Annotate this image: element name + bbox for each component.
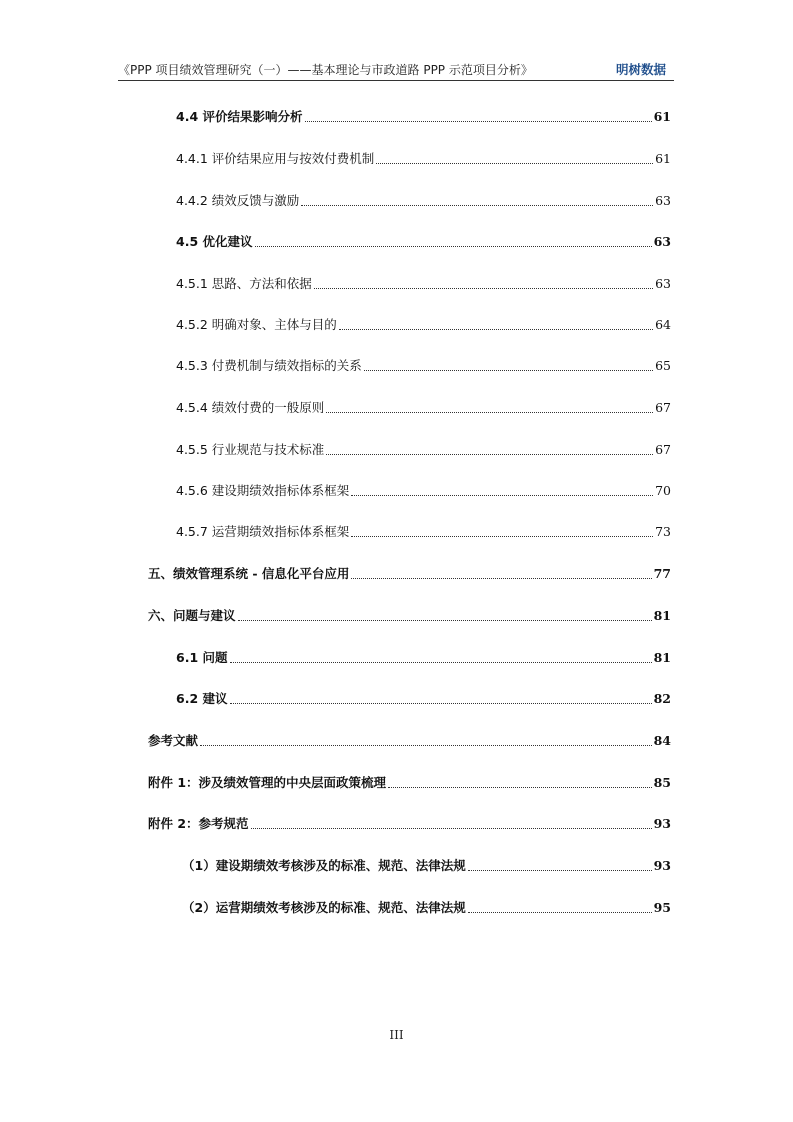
toc-entry-4-4-2[interactable]: [176, 192, 671, 210]
toc-entry-4-4-1[interactable]: [176, 150, 671, 168]
toc-dot-leader: [326, 411, 653, 413]
toc-dot-leader: [301, 204, 653, 206]
toc-entry-label: 六、问题与建议: [148, 608, 236, 623]
toc-dot-leader: [468, 911, 652, 913]
toc-entry-label: 4.4 评价结果影响分析: [176, 109, 303, 124]
toc-page-number: 81: [653, 650, 671, 665]
toc-dot-leader: [351, 577, 651, 579]
toc-entry-label: 4.5.2 明确对象、主体与目的: [176, 317, 337, 332]
toc-dot-leader: [388, 786, 652, 788]
toc-dot-leader: [200, 744, 652, 746]
toc-page-number: 81: [653, 608, 671, 623]
toc-entry-label: 4.4.2 绩效反馈与激励: [176, 193, 300, 208]
toc-entry-appendix-2-2[interactable]: [182, 899, 671, 917]
toc-entry-label: 参考文献: [148, 733, 199, 748]
toc-entry-appendix-2-1[interactable]: [182, 857, 671, 875]
toc-entry-label: 4.5.5 行业规范与技术标准: [176, 442, 325, 457]
toc-dot-leader: [238, 619, 652, 621]
toc-dot-leader: [364, 369, 653, 371]
toc-dot-leader: [251, 827, 652, 829]
toc-entry-6-1[interactable]: [176, 649, 671, 667]
toc-entry-4-5-6[interactable]: [176, 482, 671, 500]
toc-entry-label: 4.5.3 付费机制与绩效指标的关系: [176, 358, 362, 373]
toc-entry-label: 4.4.1 评价结果应用与按效付费机制: [176, 151, 375, 166]
toc-entry-4-5-4[interactable]: [176, 399, 671, 417]
toc-entry-4-5-2[interactable]: [176, 316, 671, 334]
toc-entry-4-5-7[interactable]: [176, 523, 671, 541]
toc-entry-label: 4.5.4 绩效付费的一般原则: [176, 400, 325, 415]
toc-dot-leader: [326, 453, 653, 455]
toc-page-number: 63: [655, 193, 671, 208]
toc-page-number: 64: [655, 317, 671, 332]
toc-entry-chapter-5[interactable]: [148, 565, 671, 583]
toc-entry-label: （1）建设期绩效考核涉及的标准、规范、法律法规: [182, 858, 466, 873]
toc-entry-4-4[interactable]: [176, 108, 671, 126]
toc-page-number: 70: [655, 483, 671, 498]
toc-entry-label: （2）运营期绩效考核涉及的标准、规范、法律法规: [182, 900, 466, 915]
toc-page-number: 67: [655, 400, 671, 415]
toc-page-number: 82: [653, 691, 671, 706]
toc-entry-label: 4.5.1 思路、方法和依据: [176, 276, 312, 291]
toc-page-number: 65: [655, 358, 671, 373]
toc-dot-leader: [339, 328, 653, 330]
toc-entry-4-5[interactable]: [176, 233, 671, 251]
toc-dot-leader: [230, 661, 652, 663]
toc-entry-label: 附件 2：参考规范: [148, 816, 249, 831]
toc-page-number: 93: [653, 816, 671, 831]
toc-dot-leader: [351, 535, 653, 537]
toc-entry-chapter-6[interactable]: [148, 607, 671, 625]
brand-name: 明树数据: [615, 62, 666, 77]
toc-entry-label: 6.1 问题: [176, 650, 228, 665]
toc-dot-leader: [230, 702, 652, 704]
toc-dot-leader: [376, 162, 653, 164]
toc-page-number: 77: [653, 566, 671, 581]
toc-entry-label: 4.5.7 运营期绩效指标体系框架: [176, 524, 350, 539]
toc-entry-label: 附件 1：涉及绩效管理的中央层面政策梳理: [148, 775, 387, 790]
document-title: 《PPP 项目绩效管理研究（一）——基本理论与市政道路 PPP 示范项目分析》: [118, 63, 533, 77]
toc-page-number: 95: [653, 900, 671, 915]
toc-dot-leader: [314, 287, 653, 289]
toc-entry-label: 4.5 优化建议: [176, 234, 253, 249]
toc-entry-label: 4.5.6 建设期绩效指标体系框架: [176, 483, 350, 498]
toc-page-number: 73: [655, 524, 671, 539]
toc-dot-leader: [468, 869, 652, 871]
toc-entry-label: 6.2 建议: [176, 691, 228, 706]
toc-page-number: 67: [655, 442, 671, 457]
toc-page-number: 63: [655, 276, 671, 291]
toc-page-number: 61: [655, 151, 671, 166]
toc-entry-4-5-5[interactable]: [176, 441, 671, 459]
toc-page-number: 84: [653, 733, 671, 748]
toc-dot-leader: [255, 245, 652, 247]
toc-entry-references[interactable]: [148, 732, 671, 750]
toc-page-number: 63: [653, 234, 671, 249]
toc-entry-6-2[interactable]: [176, 690, 671, 708]
toc-dot-leader: [351, 494, 653, 496]
page-number-footer: III: [389, 1028, 404, 1042]
toc-entry-4-5-1[interactable]: [176, 275, 671, 293]
toc-page-number: 93: [653, 858, 671, 873]
toc-entry-4-5-3[interactable]: [176, 357, 671, 375]
toc-page-number: 85: [653, 775, 671, 790]
toc-dot-leader: [305, 120, 652, 122]
toc-entry-appendix-1[interactable]: [148, 774, 671, 792]
toc-page-number: 61: [653, 109, 671, 124]
toc-entry-label: 五、绩效管理系统 - 信息化平台应用: [148, 566, 350, 581]
toc-entry-appendix-2[interactable]: [148, 815, 671, 833]
